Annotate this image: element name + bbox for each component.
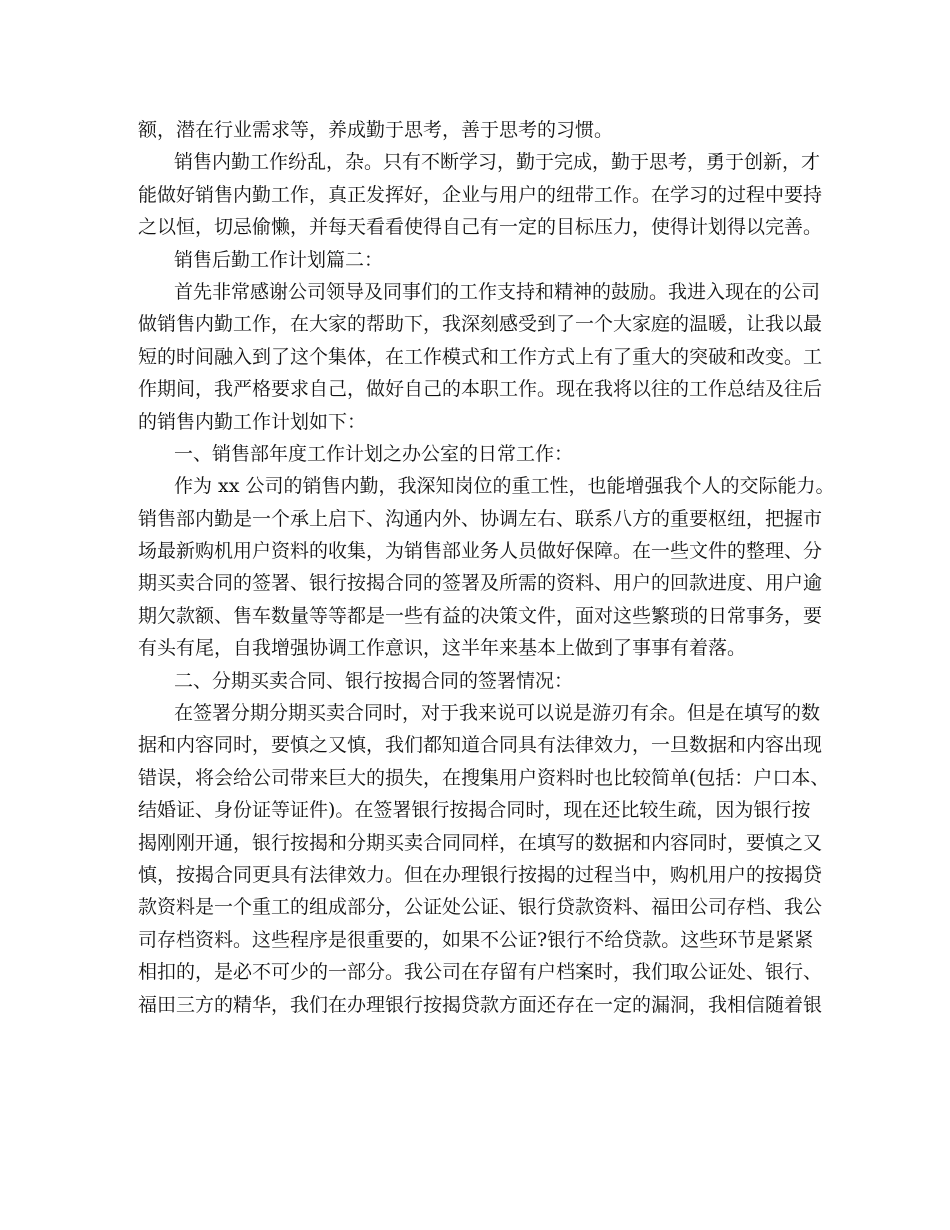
text-line: 额，潜在行业需求等，养成勤于思考，善于思考的习惯。 (138, 119, 614, 141)
text-line: 一、销售部年度工作计划之办公室的日常工作： (174, 442, 574, 465)
text-line: 有头有尾，自我增强协调工作意识，这半年来基本上做到了事事有着落。 (138, 637, 747, 660)
text-line: 据和内容同时，要慎之又慎，我们都知道合同具有法律效力，一旦数据和内容出现 (138, 734, 823, 757)
text-line: 销售后勤工作计划篇二： (174, 248, 384, 271)
text-line: 款资料是一个重工的组成部分，公证处公证、银行贷款资料、福田公司存档、我公 (138, 896, 823, 919)
text-line: 场最新购机用户资料的收集，为销售部业务人员做好保障。在一些文件的整理、分 (138, 540, 823, 563)
text-line: 之以恒，切忌偷懒，并每天看看使得自己有一定的目标压力，使得计划得以完善。 (138, 216, 823, 239)
text-line: 销售内勤工作纷乱，杂。只有不断学习，勤于完成，勤于思考，勇于创新，才 (174, 151, 821, 174)
text-line: 首先非常感谢公司领导及同事们的工作支持和精神的鼓励。我进入现在的公司 (174, 280, 821, 303)
text-line: 的销售内勤工作计划如下： (138, 410, 367, 433)
text-line: 短的时间融入到了这个集体，在工作模式和工作方式上有了重大的突破和改变。工 (138, 345, 823, 368)
text-line: 结婚证、身份证等证件)。在签署银行按揭合同时，现在还比较生疏，因为银行按 (138, 799, 811, 822)
text-line: 二、分期买卖合同、银行按揭合同的签署情况： (174, 669, 574, 692)
text-line: 相扣的，是必不可少的一部分。我公司在存留有户档案时，我们取公证处、银行、 (138, 961, 823, 984)
text-line: 销售部内勤是一个承上启下、沟通内外、协调左右、联系八方的重要枢纽，把握市 (138, 507, 823, 530)
text-line: 在签署分期分期买卖合同时，对于我来说可以说是游刃有余。但是在填写的数 (174, 702, 821, 725)
text-line: 司存档资料。这些程序是很重要的，如果不公证?银行不给贷款。这些环节是紧紧 (138, 928, 814, 951)
text-line: 能做好销售内勤工作，真正发挥好，企业与用户的纽带工作。在学习的过程中要持 (138, 183, 823, 206)
text-line: 做销售内勤工作，在大家的帮助下，我深刻感受到了一个大家庭的温暖，让我以最 (138, 313, 823, 336)
text-line: 福田三方的精华，我们在办理银行按揭贷款方面还存在一定的漏洞，我相信随着银 (138, 993, 823, 1016)
text-line: 期买卖合同的签署、银行按揭合同的签署及所需的资料、用户的回款进度、用户逾 (138, 572, 823, 595)
text-line: 期欠款额、售车数量等等都是一些有益的决策文件，面对这些繁琐的日常事务，要 (138, 604, 823, 627)
text-line: 错误，将会给公司带来巨大的损失，在搜集用户资料时也比较简单(包括：户口本、 (138, 766, 830, 789)
text-line: 慎，按揭合同更具有法律效力。但在办理银行按揭的过程当中，购机用户的按揭贷 (138, 863, 823, 886)
text-line: 揭刚刚开通，银行按揭和分期买卖合同同样，在填写的数据和内容同时，要慎之又 (138, 831, 823, 854)
text-line: 作期间，我严格要求自己，做好自己的本职工作。现在我将以往的工作总结及往后 (138, 378, 823, 401)
text-line: 作为 xx 公司的销售内勤，我深知岗位的重工性，也能增强我个人的交际能力。 (174, 475, 835, 498)
document-body (138, 114, 835, 1021)
